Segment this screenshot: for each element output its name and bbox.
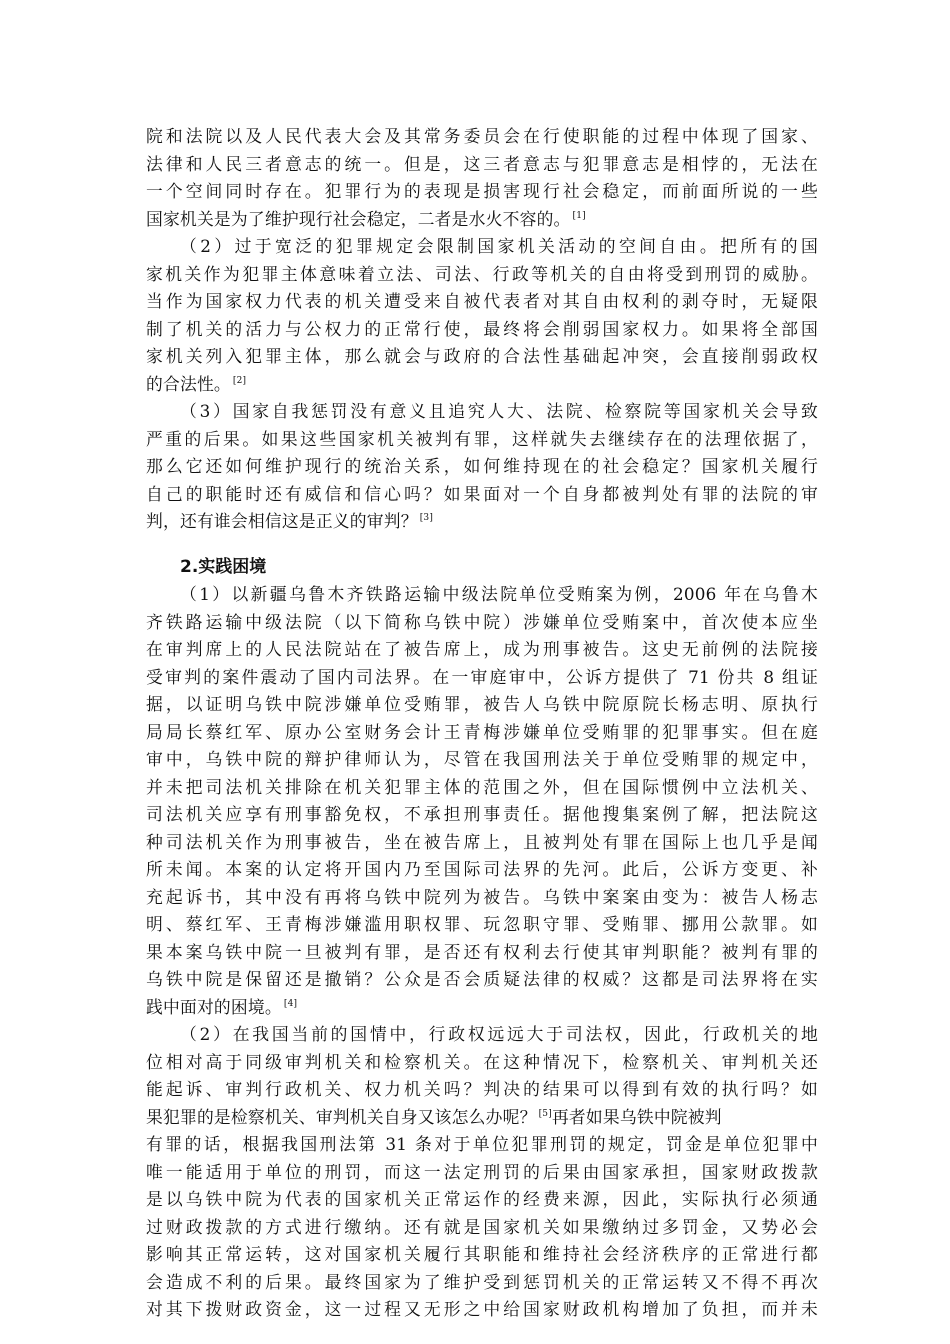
text-line: 在审判席上的人民法院站在了被告席上，成为刑事被告。这史无前例的法院接 xyxy=(146,639,818,659)
text-span: 果犯罪的是检察机关、审判机关自身又该怎么办呢？ xyxy=(146,1106,537,1127)
text-line xyxy=(146,1104,818,1132)
text-span: 再者如果乌铁中院被判 xyxy=(551,1106,722,1127)
text-line xyxy=(146,994,818,1022)
text-line: 唯一能适用于单位的刑罚，而这一法定刑罚的后果由国家承担，国家财政拨款 xyxy=(146,1161,818,1182)
text-line: 位相对高于同级审判机关和检察机关。在这种情况下，检察机关、审判机关还 xyxy=(146,1051,818,1072)
text-span: 国家机关是为了维护现行社会稳定，二者是水火不容的。 xyxy=(146,208,571,229)
footnote-ref[interactable]: [1] xyxy=(572,210,586,221)
paragraph-5 xyxy=(146,1021,818,1324)
text-line: 受审判的案件震动了国内司法界。在一审庭审中，公诉方提供了 71 份共 8 组证 xyxy=(146,666,818,687)
text-line: 审中，乌铁中院的辩护律师认为，尽管在我国刑法关于单位受贿罪的规定中， xyxy=(146,749,818,769)
text-span: 判，还有谁会相信这是正义的审判？ xyxy=(146,511,418,531)
text-span: 的合法性。 xyxy=(146,373,231,394)
text-line: 那么它还如何维护现行的统治关系，如何维持现在的社会稳定？国家机关履行 xyxy=(146,456,818,476)
text-span: 践中面对的困境。 xyxy=(146,996,282,1017)
text-line xyxy=(146,508,818,536)
text-line: 果本案乌铁中院一旦被判有罪，是否还有权利去行使其审判职能？被判有罪的 xyxy=(146,941,818,962)
text-line: 有罪的话，根据我国刑法第 31 条对于单位犯罪刑罚的规定，罚金是单位犯罪中 xyxy=(146,1134,818,1154)
text-line: 家机关列入犯罪主体，那么就会与政府的合法性基础起冲突，会直接削弱政权 xyxy=(146,346,818,366)
document-page xyxy=(146,123,818,1324)
paragraph-2 xyxy=(146,233,818,398)
section-heading: 2.实践困境 xyxy=(180,556,267,577)
text-line: （2）在我国当前的国情中，行政权远远大于司法权，因此，行政机关的地 xyxy=(180,1024,818,1044)
text-line: 院和法院以及人民代表大会及其常务委员会在行使职能的过程中体现了国家、 xyxy=(146,126,818,146)
text-line: 齐铁路运输中级法院（以下简称乌铁中院）涉嫌单位受贿案中，首次使本应坐 xyxy=(146,611,818,632)
text-line: 乌铁中院是保留还是撤销？公众是否会质疑法律的权威？这都是司法界将在实 xyxy=(146,969,818,989)
text-line: 种司法机关作为刑事被告，坐在被告席上，且被判处有罪在国际上也几乎是闻 xyxy=(146,831,818,852)
text-line: 过财政拨款的方式进行缴纳。还有就是国家机关如果缴纳过多罚金，又势必会 xyxy=(146,1216,818,1237)
text-line: 严重的后果。如果这些国家机关被判有罪，这样就失去继续存在的法理依据了， xyxy=(146,428,818,449)
text-line: （3）国家自我惩罚没有意义且追究人大、法院、检察院等国家机关会导致 xyxy=(180,401,818,421)
paragraph-1 xyxy=(146,123,818,233)
text-line: 家机关作为犯罪主体意味着立法、司法、行政等机关的自由将受到刑罚的威胁。 xyxy=(146,263,818,284)
text-line: 局局长蔡红军、原办公室财务会计王青梅涉嫌单位受贿罪的犯罪事实。但在庭 xyxy=(146,721,818,742)
text-line: 所未闻。本案的认定将开国内乃至国际司法界的先河。此后，公诉方变更、补 xyxy=(146,859,818,879)
text-line: （1）以新疆乌鲁木齐铁路运输中级法院单位受贿案为例，2006 年在乌鲁木 xyxy=(180,584,818,604)
text-line: 能起诉、审判行政机关、权力机关吗？判决的结果可以得到有效的执行吗？如 xyxy=(146,1079,818,1099)
text-line: 法律和人民三者意志的统一。但是，这三者意志与犯罪意志是相悖的，无法在 xyxy=(146,153,818,174)
text-line: 司法机关应享有刑事豁免权，不承担刑事责任。据他搜集案例了解，把法院这 xyxy=(146,804,818,824)
footnote-ref[interactable]: [4] xyxy=(283,998,298,1009)
footnote-ref[interactable]: [5] xyxy=(538,1108,552,1119)
text-line: 据，以证明乌铁中院涉嫌单位受贿罪，被告人乌铁中院原院长杨志明、原执行 xyxy=(146,694,818,714)
text-line: 充起诉书，其中没有再将乌铁中院列为被告。乌铁中案案由变为：被告人杨志 xyxy=(146,886,818,907)
text-line: 影响其正常运转，这对国家机关履行其职能和维持社会经济秩序的正常进行都 xyxy=(146,1244,818,1264)
text-line: 自己的职能时还有威信和信心吗？如果面对一个自身都被判处有罪的法院的审 xyxy=(146,483,818,504)
text-line: 对其下拨财政资金，这一过程又无形之中给国家财政机构增加了负担，而并未 xyxy=(146,1299,818,1319)
text-line: 会造成不利的后果。最终国家为了维护受到惩罚机关的正常运转又不得不再次 xyxy=(146,1271,818,1292)
text-line: 制了机关的活力与公权力的正常行使，最终将会削弱国家权力。如果将全部国 xyxy=(146,318,818,339)
paragraph-4 xyxy=(146,581,818,1021)
text-line: 一个空间同时存在。犯罪行为的表现是损害现行社会稳定，而前面所说的一些 xyxy=(146,181,818,201)
text-line: （2）过于宽泛的犯罪规定会限制国家机关活动的空间自由。把所有的国 xyxy=(180,236,818,256)
paragraph-3 xyxy=(146,398,818,536)
text-line: 当作为国家权力代表的机关遭受来自被代表者对其自由权利的剥夺时，无疑限 xyxy=(146,291,818,311)
text-line: 明、蔡红军、王青梅涉嫌滥用职权罪、玩忽职守罪、受贿罪、挪用公款罪。如 xyxy=(146,914,818,934)
text-line xyxy=(146,371,818,399)
footnote-ref[interactable]: [3] xyxy=(419,513,434,523)
footnote-ref[interactable]: [2] xyxy=(232,375,247,386)
text-line: 是以乌铁中院为代表的国家机关正常运作的经费来源，因此，实际执行必须通 xyxy=(146,1189,818,1209)
text-line xyxy=(146,206,818,234)
text-line: 并未把司法机关排除在机关犯罪主体的范围之外，但在国际惯例中立法机关、 xyxy=(146,776,818,797)
